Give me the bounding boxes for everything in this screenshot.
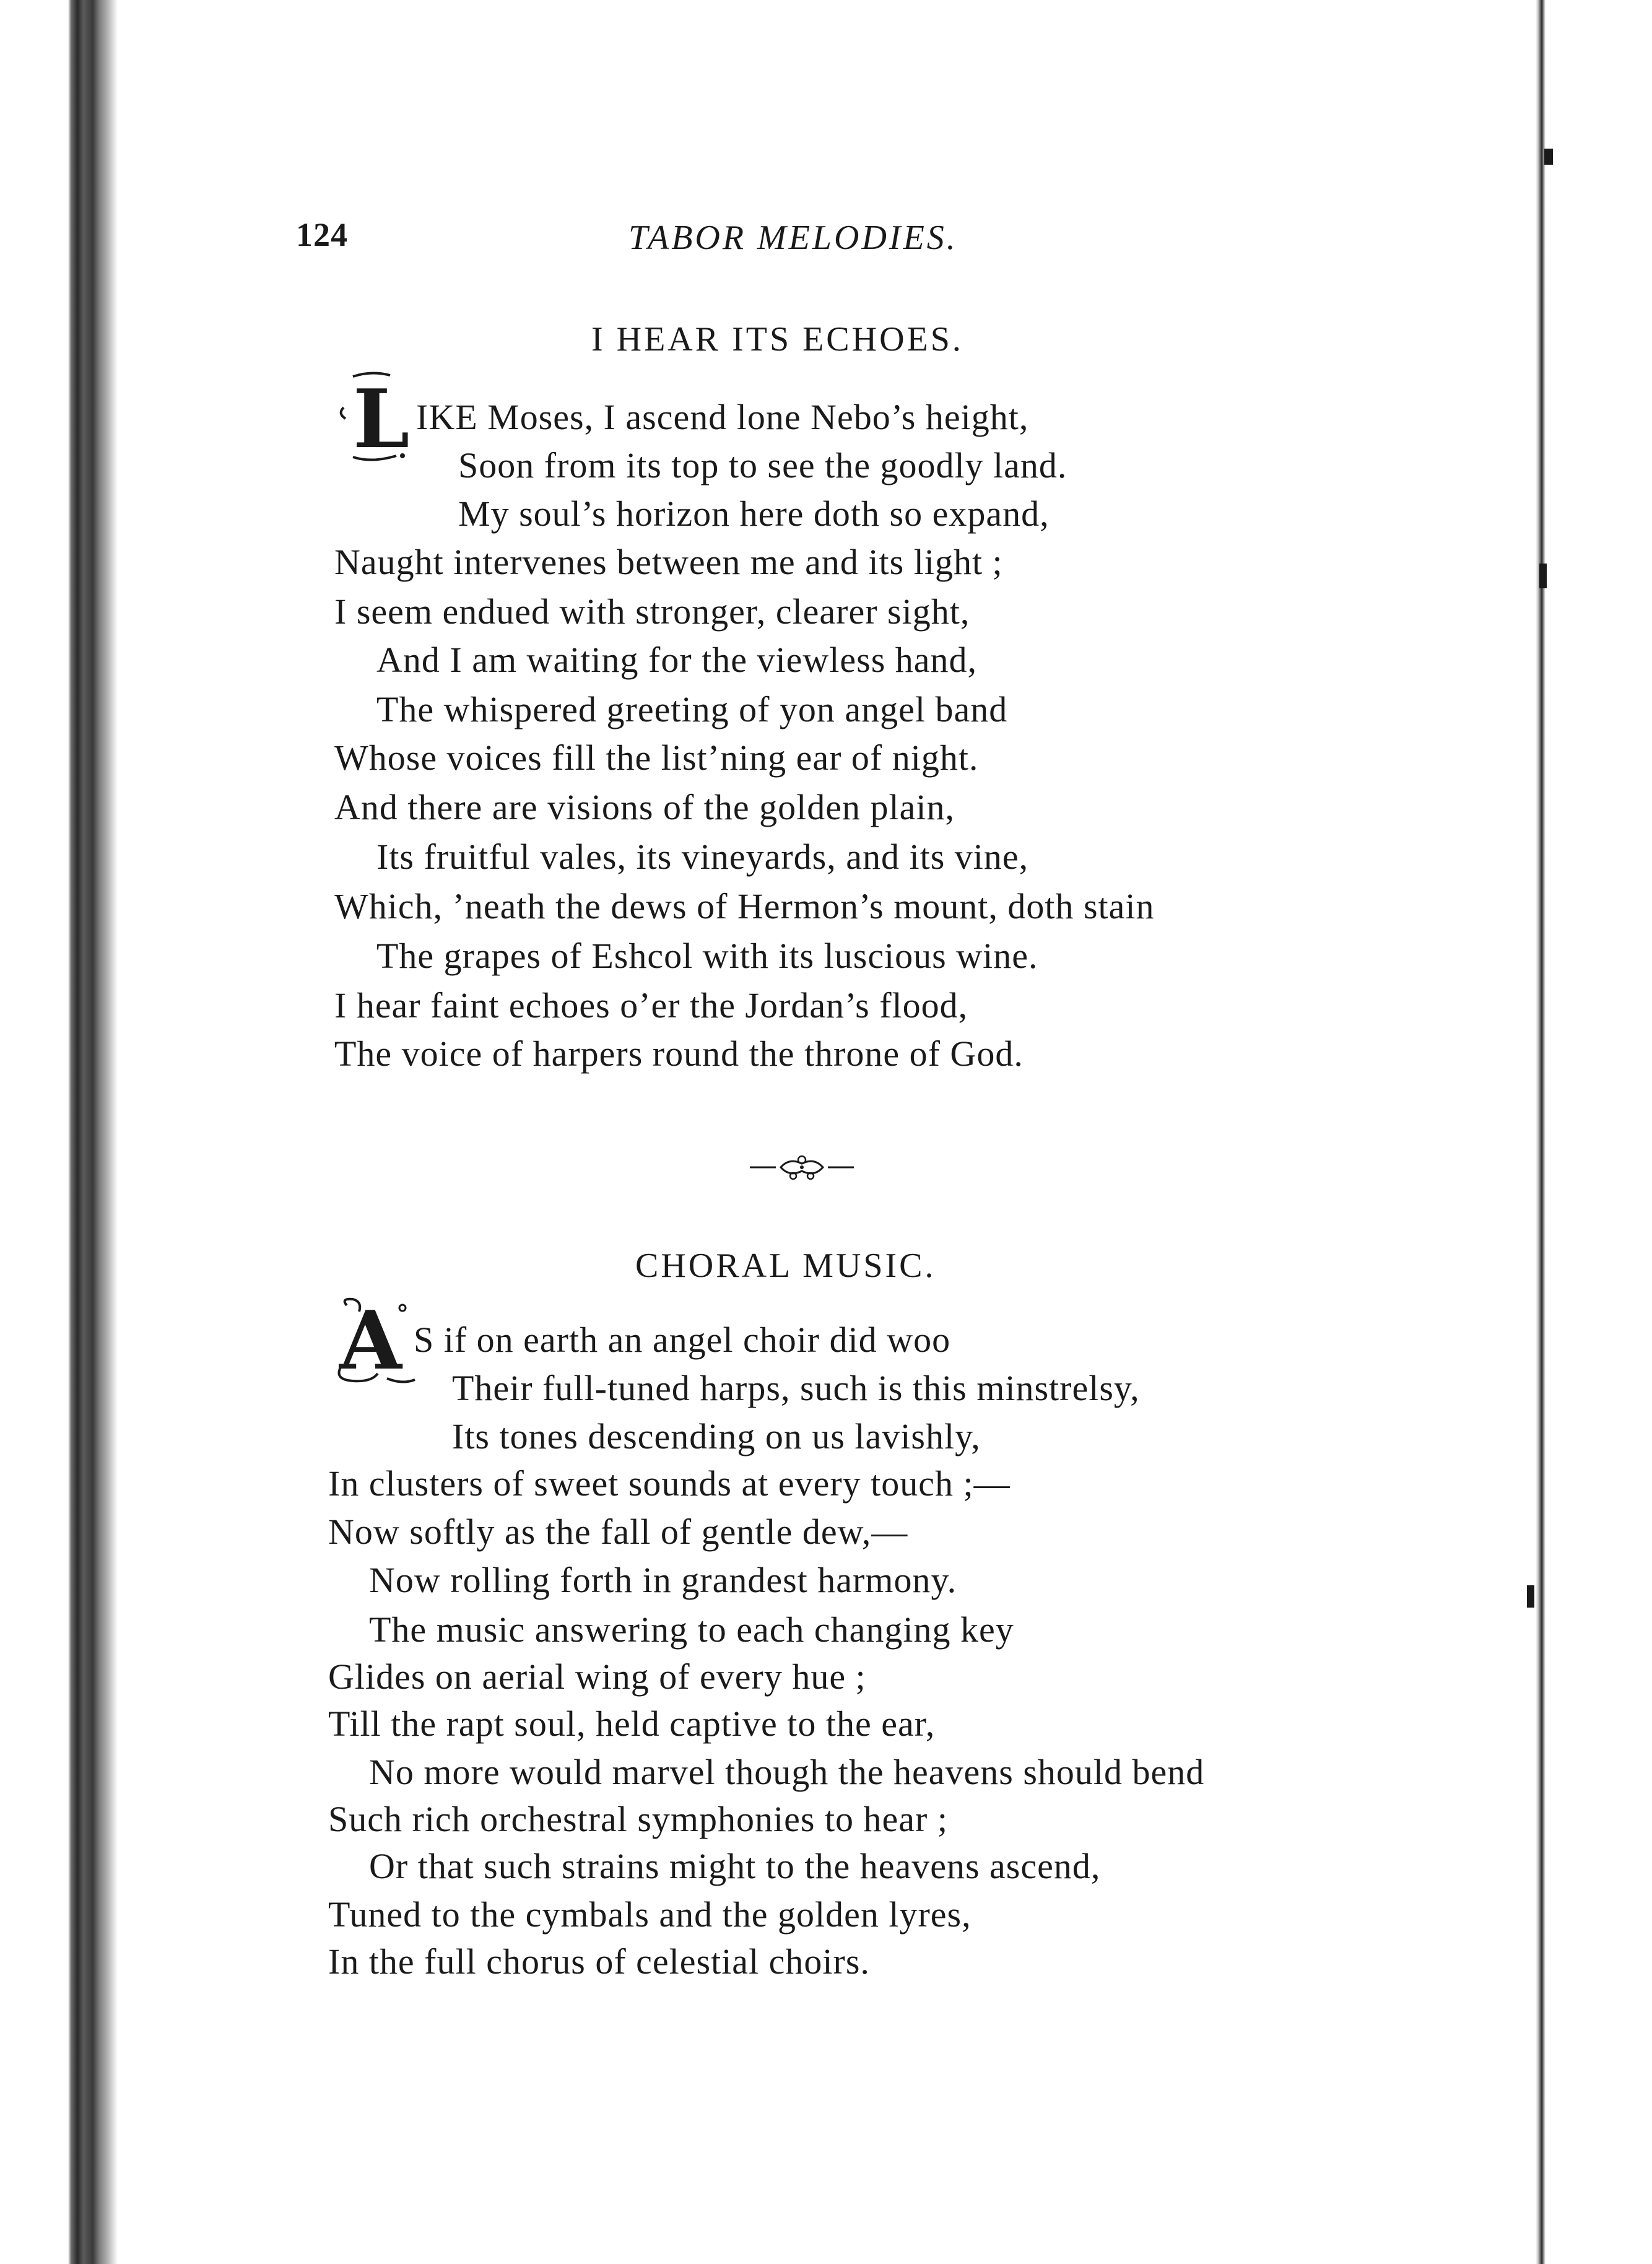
poem-line: And I am waiting for the viewless hand, [376, 640, 978, 680]
page-header [0, 216, 1652, 265]
poem-line: I hear faint echoes o’er the Jordan’s flood, [334, 985, 968, 1025]
poem-line: And there are visions of the golden plain, [334, 787, 955, 827]
poem-line: No more would marvel though the heavens should bend [369, 1752, 1205, 1792]
poem-line: Naught intervenes between me and its light ; [334, 542, 1003, 582]
poem-line: Glides on aerial wing of every hue ; [328, 1657, 866, 1697]
poem-line: The voice of harpers round the throne of God. [334, 1034, 1024, 1074]
poem-line: The whispered greeting of yon angel band [376, 689, 1008, 729]
running-title: TABOR MELODIES. [628, 219, 958, 257]
poem-line: The music answering to each changing key [369, 1609, 1014, 1650]
poem-line: S if on earth an angel choir did woo [414, 1320, 951, 1360]
poem-line: Till the rapt soul, held captive to the ear, [328, 1704, 936, 1744]
poem-title: CHORAL MUSIC. [635, 1247, 936, 1285]
poem-line: IKE Moses, I ascend lone Nebo’s height, [416, 397, 1029, 437]
poem-line: Which, ’neath the dews of Hermon’s mount, doth stain [334, 886, 1155, 926]
poem-line: Its fruitful vales, its vineyards, and its vine, [376, 837, 1029, 877]
poem-line: Now softly as the fall of gentle dew,— [328, 1512, 908, 1552]
poem-line: The grapes of Eshcol with its luscious wine. [376, 936, 1038, 976]
poem-line: Their full-tuned harps, such is this minstrelsy, [452, 1368, 1140, 1408]
poem-line: Its tones descending on us lavishly, [452, 1416, 981, 1456]
poem-line: In clusters of sweet sounds at every touch ;— [328, 1463, 1011, 1504]
section-divider-ornament-icon [746, 1149, 858, 1186]
scan-speck [1539, 564, 1547, 588]
dropcap-letter: A [339, 1293, 402, 1388]
scan-speck [1544, 149, 1553, 165]
poem-line: I seem endued with stronger, clearer sight, [334, 591, 970, 632]
poem-line: Soon from its top to see the goodly land. [458, 445, 1067, 485]
poem-line: Whose voices fill the list’ning ear of night. [334, 738, 979, 778]
poem-line: Such rich orchestral symphonies to hear ; [328, 1799, 948, 1839]
poem-line: In the full chorus of celestial choirs. [328, 1941, 870, 1982]
poem-line: Now rolling forth in grandest harmony. [369, 1560, 957, 1600]
page-number: 124 [296, 216, 348, 253]
scan-right-edge [1523, 0, 1652, 2264]
dropcap-letter: L [353, 372, 410, 466]
poem-line: My soul’s horizon here doth so expand, [458, 494, 1050, 534]
poem-line: Or that such strains might to the heavens ascend, [369, 1846, 1101, 1886]
poem-line: Tuned to the cymbals and the golden lyres, [328, 1894, 972, 1935]
scan-speck [1527, 1585, 1534, 1608]
poem-title: I HEAR ITS ECHOES. [591, 320, 963, 359]
scan-binding-edge [0, 0, 118, 2264]
